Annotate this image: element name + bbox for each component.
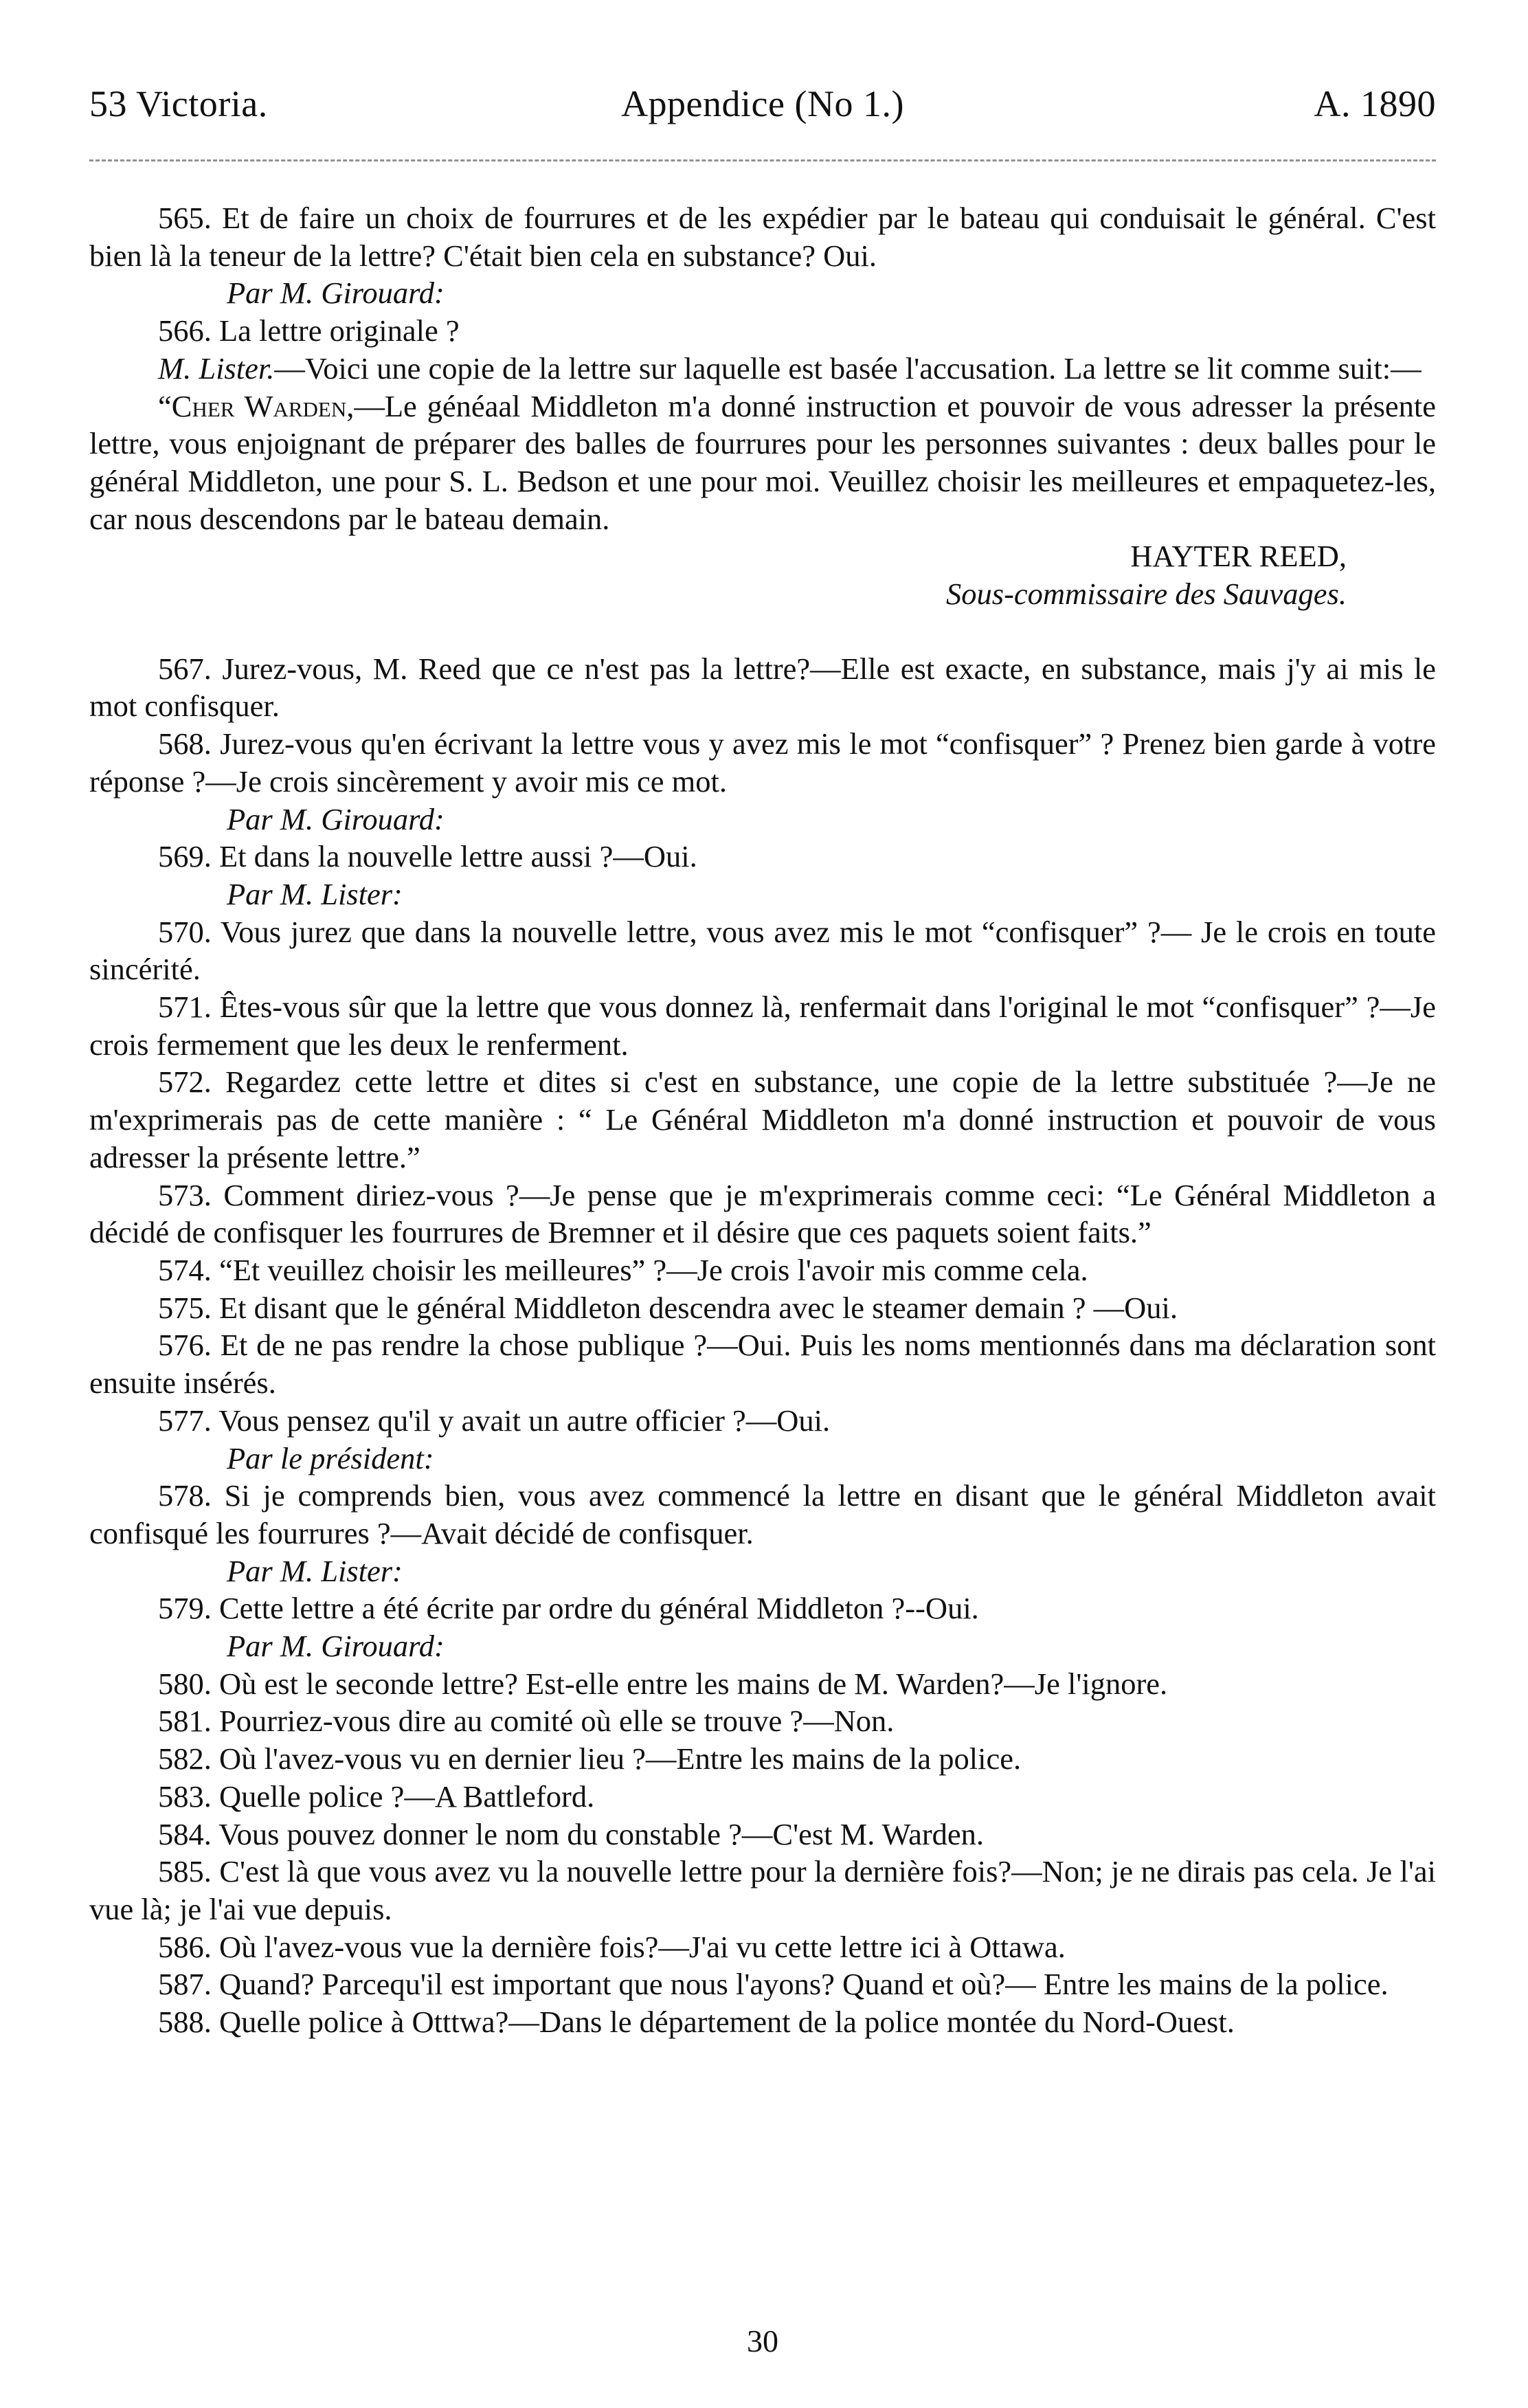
question-586: 586. Où l'avez-vous vue la dernière fois?—J'ai vu cette lettre ici à Ottawa. xyxy=(158,1929,1066,1964)
header-year: A. 1890 xyxy=(1314,83,1436,124)
signature-title: Sous-commissaire des Sauvages. xyxy=(946,577,1347,612)
question-579: 579. Cette lettre a été écrite par ordre du général Middleton ?--Oui. xyxy=(158,1591,979,1626)
question-574: 574. “Et veuillez choisir les meilleures” ?—Je crois l'avoir mis comme cela. xyxy=(158,1252,1088,1287)
question-573: 573. Comment diriez-vous ?—Je pense que je m'exprimerais comme ceci: “Le Général Middleton a décidé de confisquer les fourrures de Bremner et il désire que ces paquets soient faits.” xyxy=(89,1177,1436,1250)
header-session: 53 Victoria. xyxy=(89,83,268,124)
question-576: 576. Et de ne pas rendre la chose publique ?—Oui. Puis les noms mentionnés dans ma déclaration sont ensuite insérés. xyxy=(89,1328,1436,1401)
header-appendix: Appendice (No 1.) xyxy=(621,83,904,124)
spacer xyxy=(89,613,1436,650)
header-rule xyxy=(89,159,1436,161)
question-584: 584. Vous pouvez donner le nom du constable ?—C'est M. Warden. xyxy=(158,1816,985,1851)
question-583: 583. Quelle police ?—A Battleford. xyxy=(158,1779,595,1814)
question-575: 575. Et disant que le général Middleton descendra avec le steamer demain ? —Oui. xyxy=(158,1290,1178,1325)
testimony-body xyxy=(89,199,1436,2041)
letter-salutation: Cher Warden xyxy=(171,388,347,423)
speaker-lister: Par M. Lister: xyxy=(227,876,403,911)
question-565: 565. Et de faire un choix de fourrures et de les expédier par le bateau qui conduisait le général. C'est bien là la teneur de la lettre? C'était bien cela en substance? Oui. xyxy=(89,201,1436,273)
letter-text xyxy=(89,388,1436,538)
question-578: 578. Si je comprends bien, vous avez commencé la lettre en disant que le général Middleton avait confisqué les fourrures ?—Avait décidé de confisquer. xyxy=(89,1478,1436,1550)
signature-name: HAYTER REED, xyxy=(1130,539,1347,574)
speaker-lister: M. Lister. xyxy=(158,350,275,386)
question-582: 582. Où l'avez-vous vu en dernier lieu ?—Entre les mains de la police. xyxy=(158,1741,1022,1776)
question-572: 572. Regardez cette lettre et dites si c'est en substance, une copie de la lettre substituée ?—Je ne m'exprimerais pas de cette manière : “ Le Général Middleton m'a donné instruction et pouvoir de vous adresser la présente lettre.” xyxy=(89,1064,1436,1174)
question-567: 567. Jurez-vous, M. Reed que ce n'est pas la lettre?—Elle est exacte, en substance, mais j'y ai mis le mot confisquer. xyxy=(89,651,1436,724)
question-571: 571. Êtes-vous sûr que la lettre que vous donnez là, renfermait dans l'original le mot “confisquer” ?—Je crois fermement que les deux le renferment. xyxy=(89,990,1436,1062)
question-580: 580. Où est le seconde lettre? Est-elle entre les mains de M. Warden?—Je l'ignore. xyxy=(158,1666,1168,1701)
question-566: 566. La lettre originale ? xyxy=(158,313,460,348)
question-570: 570. Vous jurez que dans la nouvelle lettre, vous avez mis le mot “confisquer” ?— Je le crois en toute sincérité. xyxy=(89,914,1436,987)
question-577: 577. Vous pensez qu'il y avait un autre officier ?—Oui. xyxy=(158,1403,831,1438)
speaker-girouard: Par M. Girouard: xyxy=(227,276,445,311)
speaker-girouard: Par M. Girouard: xyxy=(227,801,445,836)
page-number: 30 xyxy=(747,2323,778,2359)
question-569: 569. Et dans la nouvelle lettre aussi ?—Oui. xyxy=(158,839,697,874)
lister-statement xyxy=(89,350,1436,388)
speaker-lister: Par M. Lister: xyxy=(227,1553,403,1588)
question-587: 587. Quand? Parcequ'il est important que nous l'ayons? Quand et où?— Entre les mains de la police. xyxy=(158,1967,1389,2002)
speaker-girouard: Par M. Girouard: xyxy=(227,1629,445,1664)
question-585: 585. C'est là que vous avez vu la nouvelle lettre pour la dernière fois?—Non; je ne dirais pas cela. Je l'ai vue là; je l'ai vue depuis. xyxy=(89,1854,1436,1926)
question-588: 588. Quelle police à Otttwa?—Dans le département de la police montée du Nord-Ouest. xyxy=(158,2005,1235,2040)
letter-open-quote: “ xyxy=(158,388,172,423)
letter-body: ,—Le généaal Middleton m'a donné instruction et pouvoir de vous adresser la présente lettre, vous enjoignant de préparer des balles de fourrures pour les personnes suivantes : deux balles pour le général Middleton, une pour S. L. Bedson et une pour moi. Veuillez choisir les meilleures et empaquetez-les, car nous descendons par le bateau demain. xyxy=(89,388,1436,536)
lister-statement-text: —Voici une copie de la lettre sur laquelle est basée l'accusation. La lettre se lit comme suit:— xyxy=(274,350,1422,386)
question-581: 581. Pourriez-vous dire au comité où elle se trouve ?—Non. xyxy=(158,1704,895,1739)
speaker-president: Par le président: xyxy=(227,1440,434,1475)
question-568: 568. Jurez-vous qu'en écrivant la lettre vous y avez mis le mot “confisquer” ? Prenez bien garde à votre réponse ?—Je crois sincèrement y avoir mis ce mot. xyxy=(89,726,1436,799)
